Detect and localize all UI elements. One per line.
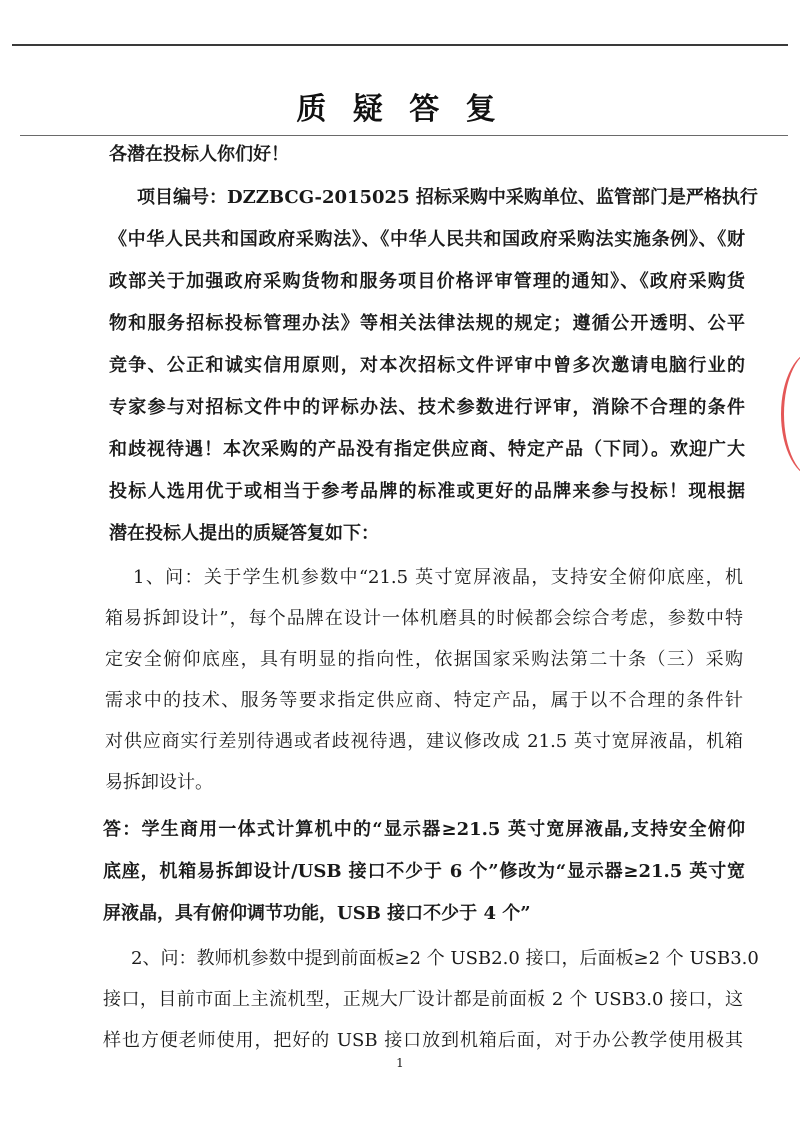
intro-line-3: 政部关于加强政府采购货物和服务项目价格评审管理的通知》、《政府采购货 <box>109 271 745 292</box>
q1-line-5: 对供应商实行差别待遇或者歧视待遇，建议修改成 21.5 英寸宽屏液晶，机箱 <box>105 731 743 752</box>
stamp-edge-mark <box>781 350 800 478</box>
intro-line-7: 和歧视待遇！本次采购的产品没有指定供应商、特定产品（下同）。欢迎广大 <box>109 439 745 460</box>
q1-line-3: 定安全俯仰底座，具有明显的指向性，依据国家采购法第二十条（三）采购 <box>105 649 743 670</box>
q2-line-1: 2、问：教师机参数中提到前面板≥2 个 USB2.0 接口，后面板≥2 个 USB3.0 <box>131 948 759 969</box>
intro-line-2: 《中华人民共和国政府采购法》、《中华人民共和国政府采购法实施条例》、《财 <box>109 229 745 250</box>
a1-line-1: 答：学生商用一体式计算机中的“显示器≥21.5 英寸宽屏液晶,支持安全俯仰 <box>103 819 745 840</box>
intro-line-1: 项目编号：DZZBCG-2015025 招标采购中采购单位、监管部门是严格执行 <box>137 187 758 208</box>
a1-line-2: 底座，机箱易拆卸设计/USB 接口不少于 6 个”修改为“显示器≥21.5 英寸宽 <box>103 861 745 882</box>
q1-line-6: 易拆卸设计。 <box>105 772 213 793</box>
page-number: 1 <box>396 1056 404 1070</box>
intro-line-6: 专家参与对招标文件中的评标办法、技术参数进行评审，消除不合理的条件 <box>109 397 745 418</box>
intro-line-9: 潜在投标人提出的质疑答复如下： <box>109 523 379 544</box>
q1-line-2: 箱易拆卸设计”，每个品牌在设计一体机磨具的时候都会综合考虑，参数中特 <box>105 608 743 629</box>
intro-line-8: 投标人选用优于或相当于参考品牌的标准或更好的品牌来参与投标！现根据 <box>109 481 745 502</box>
q2-line-3: 样也方便老师使用，把好的 USB 接口放到机箱后面，对于办公教学使用极其 <box>103 1030 743 1051</box>
title-underline <box>20 135 788 136</box>
q2-line-2: 接口，目前市面上主流机型，正规大厂设计都是前面板 2 个 USB3.0 接口，这 <box>103 989 743 1010</box>
top-border-line <box>12 44 788 46</box>
intro-line-4: 物和服务招标投标管理办法》等相关法律法规的规定；遵循公开透明、公平 <box>109 313 745 334</box>
document-title: 质 疑 答 复 <box>296 92 504 127</box>
salutation: 各潜在投标人你们好！ <box>109 144 289 165</box>
intro-line-5: 竞争、公正和诚实信用原则，对本次招标文件评审中曾多次邀请电脑行业的 <box>109 355 745 376</box>
q1-line-4: 需求中的技术、服务等要求指定供应商、特定产品，属于以不合理的条件针 <box>105 690 743 711</box>
a1-line-3: 屏液晶，具有俯仰调节功能，USB 接口不少于 4 个” <box>103 903 531 924</box>
q1-line-1: 1、问：关于学生机参数中“21.5 英寸宽屏液晶，支持安全俯仰底座，机 <box>133 567 743 588</box>
